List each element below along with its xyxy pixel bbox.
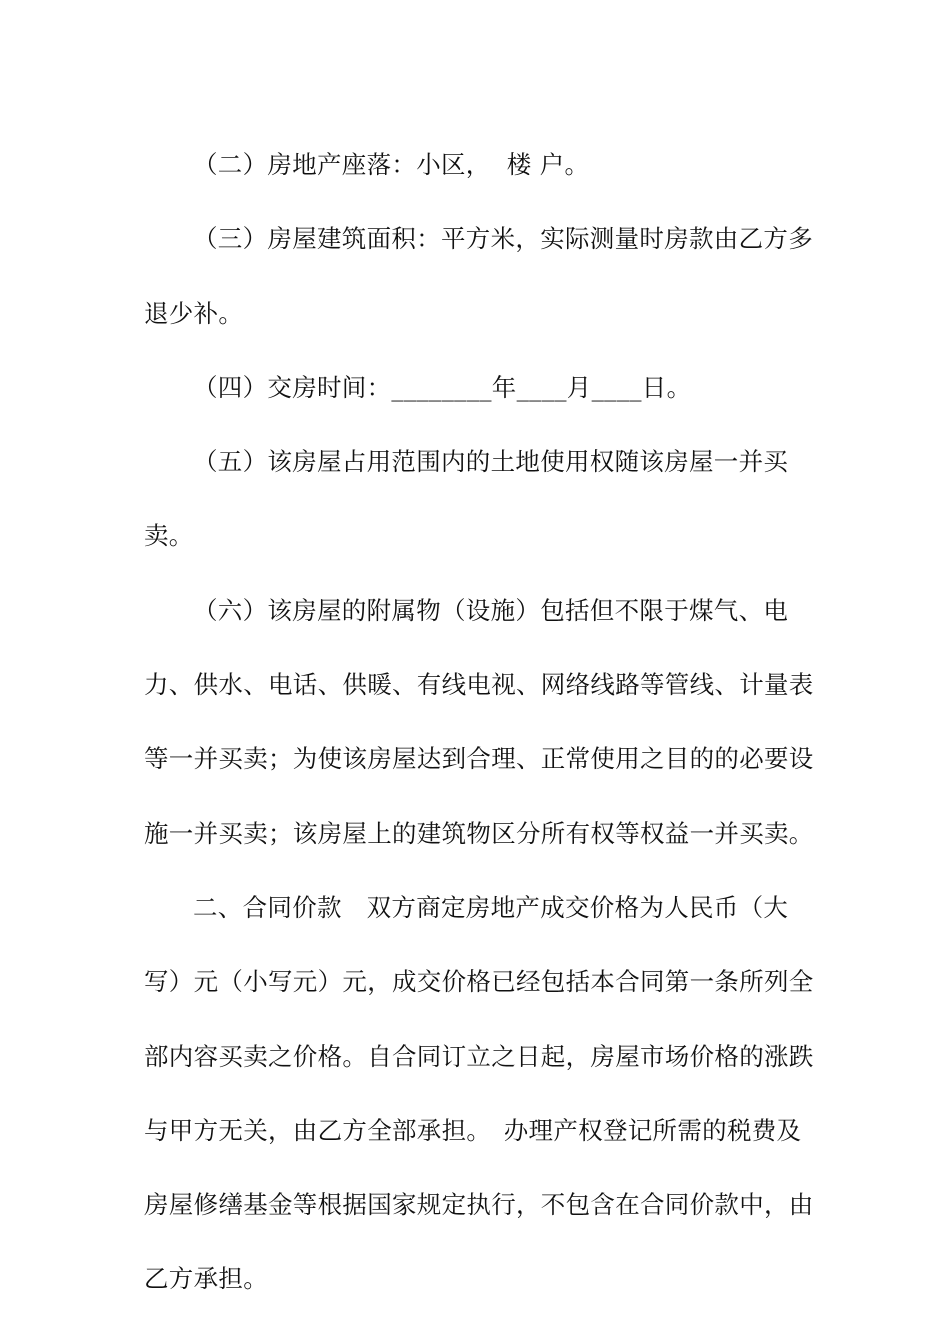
clause-building-area: （三）房屋建筑面积：平方米，实际测量时房款由乙方多退少补。 — [144, 224, 813, 328]
clause-land-use-right: （五）该房屋占用范围内的土地使用权随该房屋一并买卖。 — [144, 447, 789, 551]
clause-property-location: （二）房地产座落：小区， 楼 户。 — [193, 150, 590, 179]
contract-body — [144, 128, 814, 1317]
clause-handover-date: （四）交房时间：________年____月____日。 — [193, 372, 692, 402]
section-contract-price: 二、合同价款 双方商定房地产成交价格为人民币（大写）元（小写元）元，成交价格已经包括本合同第一条所列全部内容买卖之价格。自合同订立之日起，房屋市场价格的涨跌与甲方无关，由乙方全部承担。 办理产权登记所需的税费及房屋修缮基金等根据国家规定执行，不包含在合同价款中，由乙方承担。 — [144, 892, 814, 1294]
clause-attached-facilities: （六）该房屋的附属物（设施）包括但不限于煤气、电力、供水、电话、供暖、有线电视、网络线路等管线、计量表等一并买卖；为使该房屋达到合理、正常使用之目的的必要设施一并买卖；该房屋上的建筑物区分所有权等权益一并买卖。 — [144, 595, 814, 848]
